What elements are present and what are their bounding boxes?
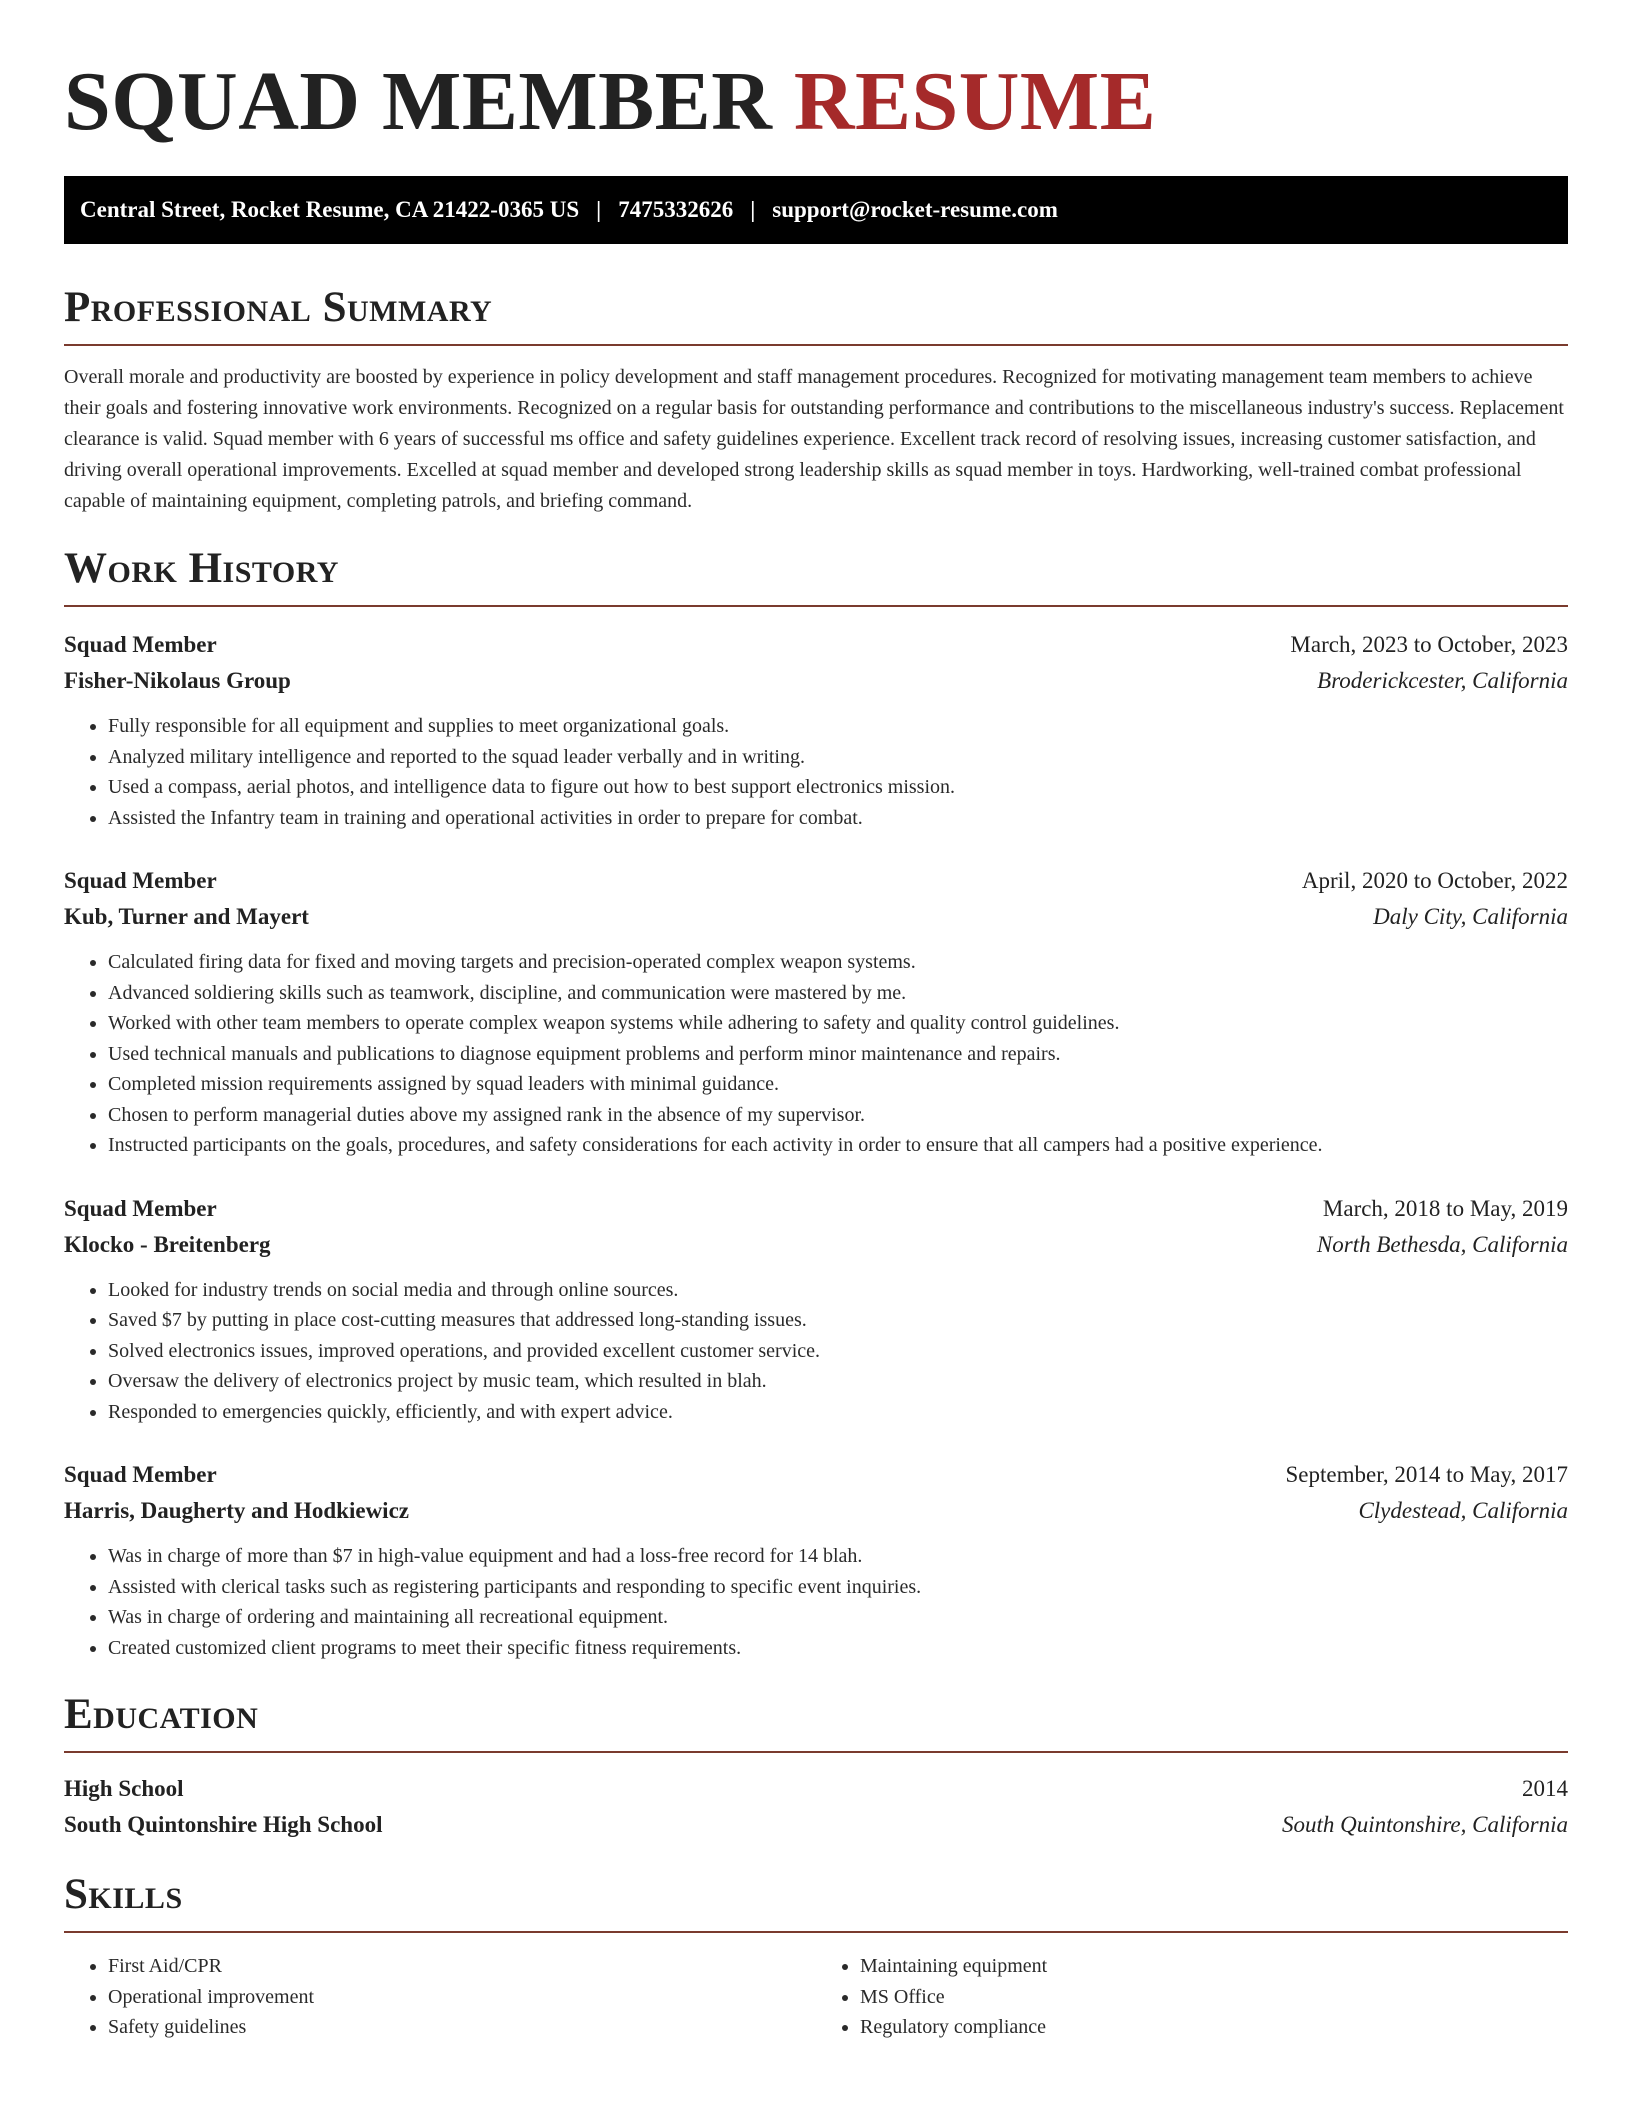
job-location: Clydestead, California (1358, 1498, 1568, 1523)
list-item: • Calculated firing data for fixed and moving targets and precision-operated complex weapon systems. (108, 947, 1568, 978)
job-location: Daly City, California (1373, 904, 1568, 929)
education-year: 2014 (1522, 1776, 1568, 1801)
list-item: • Instructed participants on the goals, procedures, and safety considerations for each activity in order to ensure that all campers had a positive experience. (108, 1130, 1568, 1161)
list-item: • Safety guidelines (108, 2012, 816, 2043)
job-entry (64, 1457, 1568, 1663)
education-heading: Education (64, 1689, 1568, 1753)
job-role: Squad Member (64, 868, 217, 893)
summary-heading: Professional Summary (64, 282, 1568, 346)
job-bullets (64, 1275, 1568, 1428)
job-role: Squad Member (64, 1462, 217, 1487)
job-bullets (64, 1541, 1568, 1663)
job-dates: September, 2014 to May, 2017 (1285, 1462, 1568, 1487)
skills-column-right (816, 1951, 1568, 2043)
job-entry (64, 1191, 1568, 1428)
job-dates: March, 2023 to October, 2023 (1290, 632, 1568, 657)
list-item: • Was in charge of ordering and maintaining all recreational equipment. (108, 1602, 1568, 1633)
list-item: • Saved $7 by putting in place cost-cutting measures that addressed long-standing issues. (108, 1305, 1568, 1336)
job-role: Squad Member (64, 632, 217, 657)
list-item: • Assisted with clerical tasks such as registering participants and responding to specific event inquiries. (108, 1572, 1568, 1603)
list-item: • Responded to emergencies quickly, efficiently, and with expert advice. (108, 1397, 1568, 1428)
list-item: • Advanced soldiering skills such as teamwork, discipline, and communication were mastered by me. (108, 978, 1568, 1009)
list-item: • Used technical manuals and publications to diagnose equipment problems and perform minor maintenance and repairs. (108, 1039, 1568, 1070)
list-item: • Created customized client programs to meet their specific fitness requirements. (108, 1633, 1568, 1664)
list-item: • MS Office (860, 1982, 1568, 2013)
list-item: • Was in charge of more than $7 in high-value equipment and had a loss-free record for 14 blah. (108, 1541, 1568, 1572)
job-company: Harris, Daugherty and Hodkiewicz (64, 1498, 409, 1523)
list-item: • Completed mission requirements assigned by squad leaders with minimal guidance. (108, 1069, 1568, 1100)
job-company: Kub, Turner and Mayert (64, 904, 309, 929)
list-item: • First Aid/CPR (108, 1951, 816, 1982)
job-role: Squad Member (64, 1195, 217, 1221)
education-degree: High School (64, 1776, 184, 1801)
contact-phone: 7475332626 (618, 197, 734, 222)
job-company: Fisher-Nikolaus Group (64, 668, 291, 693)
education-school: South Quintonshire High School (64, 1812, 383, 1837)
list-item: • Fully responsible for all equipment and supplies to meet organizational goals. (108, 711, 1568, 742)
job-entry (64, 863, 1568, 1161)
job-bullets (64, 947, 1568, 1161)
list-item: • Operational improvement (108, 1982, 816, 2013)
list-item: • Looked for industry trends on social media and through online sources. (108, 1275, 1568, 1306)
resume-title (64, 52, 1568, 152)
contact-email: support@rocket-resume.com (772, 197, 1058, 222)
skills-heading: Skills (64, 1869, 1568, 1933)
list-item: • Used a compass, aerial photos, and intelligence data to figure out how to best support electronics mission. (108, 772, 1568, 803)
job-location: North Bethesda, California (1316, 1231, 1568, 1257)
title-accent: RESUME (793, 55, 1157, 148)
contact-bar (64, 176, 1568, 244)
list-item: • Analyzed military intelligence and reported to the squad leader verbally and in writing. (108, 742, 1568, 773)
list-item: • Maintaining equipment (860, 1951, 1568, 1982)
contact-separator: | (596, 197, 602, 222)
job-company: Klocko - Breitenberg (64, 1231, 271, 1257)
contact-separator: | (750, 197, 756, 222)
work-history-heading: Work History (64, 543, 1568, 607)
list-item: • Regulatory compliance (860, 2012, 1568, 2043)
list-item: • Assisted the Infantry team in training and operational activities in order to prepare for combat. (108, 803, 1568, 834)
list-item: • Worked with other team members to operate complex weapon systems while adhering to safety and quality control guidelines. (108, 1008, 1568, 1039)
job-location: Broderickcester, California (1317, 668, 1568, 693)
job-dates: March, 2018 to May, 2019 (1322, 1195, 1568, 1221)
job-dates: April, 2020 to October, 2022 (1301, 868, 1568, 893)
list-item: • Chosen to perform managerial duties above my assigned rank in the absence of my supervisor. (108, 1100, 1568, 1131)
list-item: • Oversaw the delivery of electronics project by music team, which resulted in blah. (108, 1366, 1568, 1397)
education-entry (64, 1771, 1568, 1843)
list-item: • Solved electronics issues, improved operations, and provided excellent customer service. (108, 1336, 1568, 1367)
title-main: SQUAD MEMBER (64, 55, 773, 148)
job-bullets (64, 711, 1568, 833)
job-entry (64, 627, 1568, 833)
skills-list (64, 1951, 1568, 2043)
education-location: South Quintonshire, California (1281, 1812, 1568, 1837)
skills-column-left (64, 1951, 816, 2043)
contact-address: Central Street, Rocket Resume, CA 21422-0365 US (80, 197, 580, 222)
summary-text: Overall morale and productivity are boosted by experience in policy development and staff management procedures. Recognized for motivating management team members to achieve their goals and fostering innovative work environments. Recognized on a regular basis for outstanding performance and contributions to the miscellaneous industry's success. Replacement clearance is valid. Squad member with 6 years of successful ms office and safety guidelines experience. Excellent track record of resolving issues, increasing customer satisfaction, and driving overall operational improvements. Excelled at squad member and developed strong leadership skills as squad member in toys. Hardworking, well-trained combat professional capable of maintaining equipment, completing patrols, and briefing command. (64, 366, 1564, 512)
